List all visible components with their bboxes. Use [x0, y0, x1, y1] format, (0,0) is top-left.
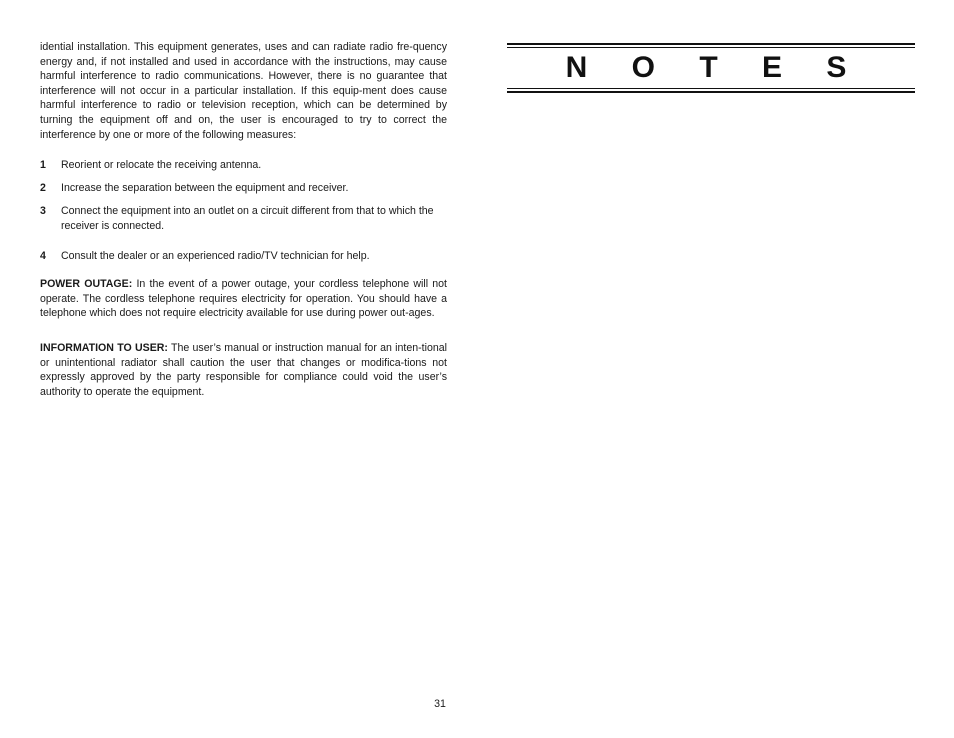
- list-item-text: Increase the separation between the equipment and receiver.: [61, 182, 349, 195]
- power-outage-text: In the event of a power outage, your cordless telephone will not operate. The cordless telephone requires electricity for operation. You should have a telephone which does not require electricity available for use during power out-ages.: [40, 278, 447, 320]
- list-item-number: 1: [40, 159, 46, 172]
- list-item-number: 3: [40, 205, 46, 218]
- list-item-text: Connect the equipment into an outlet on a circuit different from that to which the receiver is connected.: [61, 205, 434, 232]
- left-column: [40, 40, 447, 399]
- information-to-user-label: INFORMATION TO USER:: [40, 341, 168, 354]
- notes-header: [507, 43, 915, 94]
- measures-list: [40, 158, 447, 263]
- list-item-number: 2: [40, 182, 46, 195]
- page-number: 31: [434, 698, 446, 710]
- list-item: [40, 158, 447, 173]
- information-to-user-text: The user’s manual or instruction manual for an inten-tional or unintentional radiator shall caution the user that changes or modifica-tions not expressly approved by the party responsible for compliance could void the user’s authority to operate the equipment.: [40, 341, 447, 398]
- list-item-number: 4: [40, 249, 46, 262]
- bottom-thin-rule: [507, 88, 915, 89]
- list-item: [40, 249, 447, 264]
- list-item: [40, 181, 447, 196]
- intro-paragraph: idential installation. This equipment generates, uses and can radiate radio fre-quency energy and, if not installed and used in accordance with the instructions, may cause harmful interference to radio communications. However, there is no guarantee that interference will not occur in a particular installation. If this equip-ment does cause harmful interference to radio or television reception, which can be determined by turning the equipment off and on, the user is encouraged to try to correct the interference by one or more of the following measures:: [40, 41, 447, 141]
- top-thin-rule: [507, 47, 915, 48]
- top-thick-rule: [507, 43, 915, 45]
- notes-title: N O T E S: [565, 51, 865, 84]
- bottom-thick-rule: [507, 91, 915, 93]
- list-item: [40, 204, 447, 233]
- information-to-user-paragraph: [40, 341, 447, 399]
- power-outage-paragraph: [40, 277, 447, 321]
- power-outage-label: POWER OUTAGE:: [40, 278, 133, 291]
- list-item-text: Consult the dealer or an experienced radio/TV technician for help.: [61, 249, 370, 262]
- list-item-text: Reorient or relocate the receiving antenna.: [61, 159, 262, 172]
